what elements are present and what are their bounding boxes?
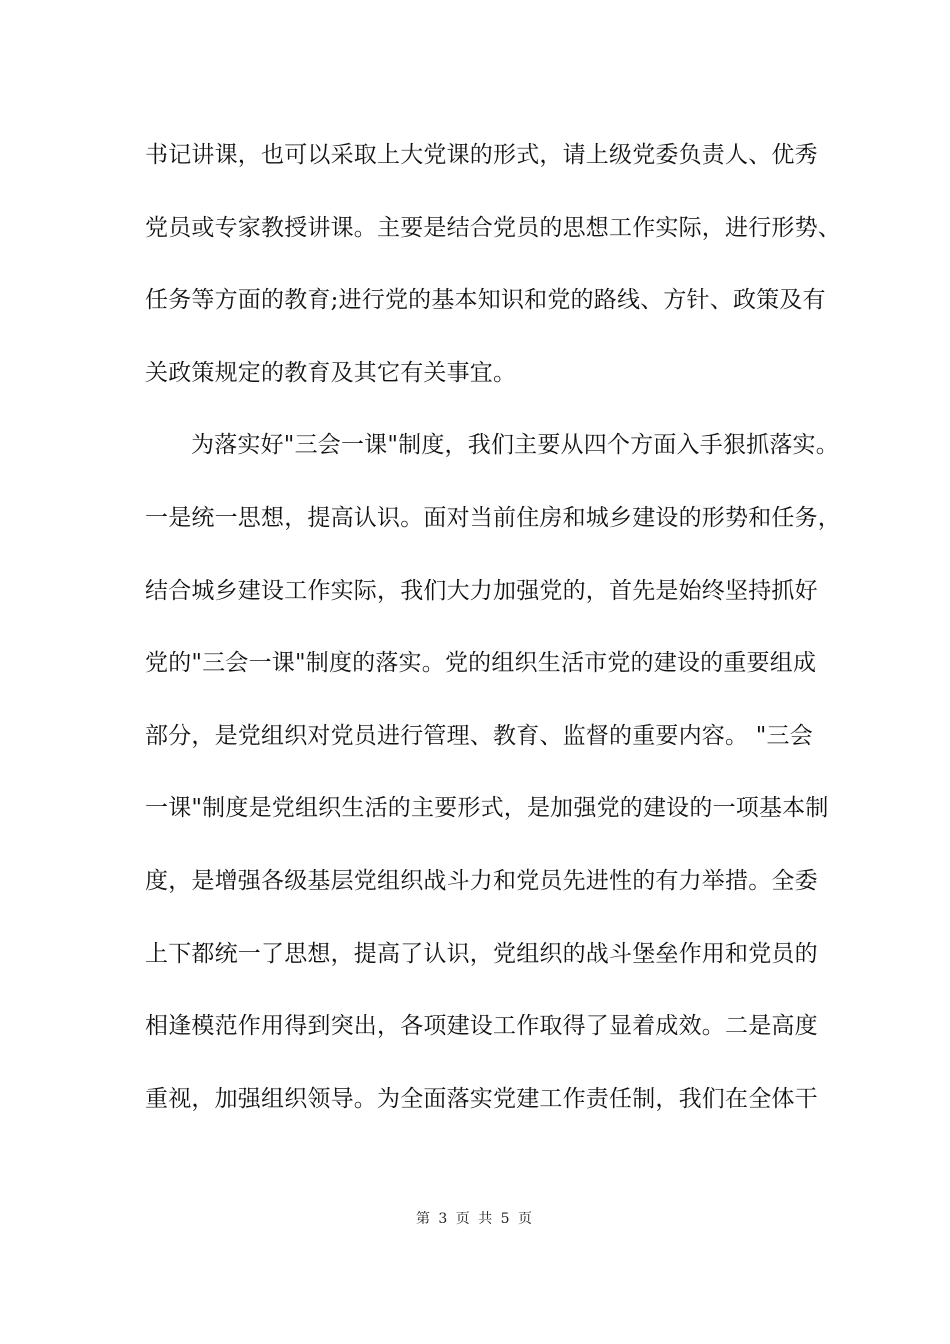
text-line-9: 部分，是党组织对党员进行管理、教育、监督的重要内容。 "三会	[145, 722, 813, 749]
text-line-12: 上下都统一了思想，提高了认识，党组织的战斗堡垒作用和党员的	[145, 940, 818, 967]
text-line-5-paragraph-start: 为落实好"三会一课"制度，我们主要从四个方面入手狠抓落实。	[191, 432, 839, 459]
text-line-2: 党员或专家教授讲课。主要是结合党员的思想工作实际，进行形势、	[145, 214, 841, 241]
text-line-14: 重视，加强组织领导。为全面落实党建工作责任制，我们在全体干	[145, 1085, 818, 1112]
text-line-6: 一是统一思想，提高认识。面对当前住房和城乡建设的形势和任务，	[145, 504, 841, 531]
text-line-11: 度，是增强各级基层党组织战斗力和党员先进性的有力举措。全委	[145, 867, 818, 894]
text-line-7: 结合城乡建设工作实际，我们大力加强党的，首先是始终坚持抓好	[145, 577, 818, 604]
text-line-1: 书记讲课，也可以采取上大党课的形式，请上级党委负责人、优秀	[145, 142, 818, 168]
text-line-3: 任务等方面的教育;进行党的基本知识和党的路线、方针、政策及有	[145, 287, 826, 314]
text-line-8: 党的"三会一课"制度的落实。党的组织生活市党的建设的重要组成	[145, 650, 817, 677]
body-text	[145, 134, 841, 1150]
text-line-13: 相逢模范作用得到突出，各项建设工作取得了显着成效。二是高度	[145, 1013, 818, 1040]
text-line-10: 一课"制度是党组织生活的主要形式，是加强党的建设的一项基本制	[145, 795, 829, 822]
page-number-footer: 第 3 页 共 5 页	[415, 1211, 535, 1227]
text-line-4: 关政策规定的教育及其它有关事宜。	[145, 359, 517, 386]
